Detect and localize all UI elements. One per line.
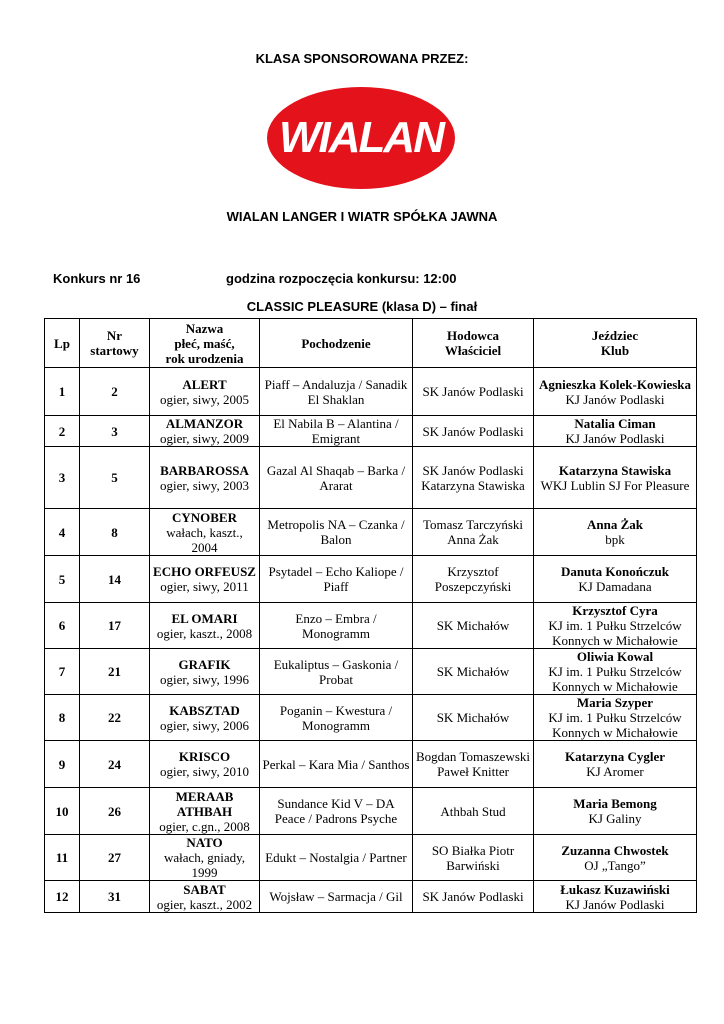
cell-horse bbox=[150, 368, 260, 416]
horse-details: ogier, siwy, 2010 bbox=[160, 764, 249, 779]
rider-name: Natalia Ciman bbox=[574, 416, 656, 431]
cell-breeder: Athbah Stud bbox=[413, 788, 534, 835]
header-lp: Lp bbox=[45, 319, 80, 368]
rider-club: KJ Aromer bbox=[586, 764, 644, 779]
table-row bbox=[45, 603, 697, 649]
horse-details: wałach, gniady, 1999 bbox=[163, 850, 246, 880]
rider-club: KJ Janów Podlaski bbox=[565, 896, 665, 912]
cell-lp: 3 bbox=[45, 447, 80, 509]
cell-lp: 9 bbox=[45, 741, 80, 788]
horse-details: wałach, kaszt., 2004 bbox=[166, 524, 243, 555]
sponsor-heading: KLASA SPONSOROWANA PRZEZ: bbox=[255, 51, 469, 66]
cell-horse bbox=[150, 695, 260, 741]
horse-name: KRISCO bbox=[178, 749, 231, 764]
wialan-logo bbox=[266, 86, 456, 190]
table-header-row bbox=[45, 319, 697, 368]
cell-start-number: 21 bbox=[80, 649, 150, 695]
cell-breeder: SK Janów Podlaski Katarzyna Stawiska bbox=[413, 447, 534, 509]
start-list-table bbox=[44, 318, 697, 913]
cell-lp: 10 bbox=[45, 788, 80, 835]
rider-name: Oliwia Kowal bbox=[576, 649, 654, 664]
rider-club: WKJ Lublin SJ For Pleasure bbox=[540, 477, 690, 493]
table-row bbox=[45, 835, 697, 881]
header-nazwa: Nazwa płeć, maść, rok urodzenia bbox=[150, 319, 260, 368]
rider-name: Zuzanna Chwostek bbox=[561, 842, 669, 858]
cell-lp: 7 bbox=[45, 649, 80, 695]
cell-rider bbox=[534, 741, 697, 788]
rider-club: KJ Janów Podlaski bbox=[565, 391, 665, 407]
class-title: CLASSIC PLEASURE (klasa D) – finał bbox=[246, 299, 478, 314]
horse-name: NATO bbox=[186, 835, 223, 850]
horse-details: ogier, c.gn., 2008 bbox=[159, 818, 250, 834]
horse-name: BARBAROSSA bbox=[160, 462, 249, 478]
svg-text:WIALAN: WIALAN bbox=[279, 113, 443, 162]
cell-lp: 11 bbox=[45, 835, 80, 881]
horse-details: ogier, siwy, 2011 bbox=[160, 579, 249, 594]
cell-rider bbox=[534, 509, 697, 556]
horse-details: ogier, siwy, 2003 bbox=[160, 477, 249, 493]
horse-name: GRAFIK bbox=[178, 656, 231, 672]
cell-pedigree: Gazal Al Shaqab – Barka / Ararat bbox=[260, 447, 413, 509]
cell-horse bbox=[150, 741, 260, 788]
cell-pedigree: Perkal – Kara Mia / Santhos bbox=[260, 741, 413, 788]
table-row bbox=[45, 649, 697, 695]
cell-rider bbox=[534, 368, 697, 416]
cell-horse bbox=[150, 509, 260, 556]
cell-breeder: SK Michałów bbox=[413, 695, 534, 741]
cell-horse bbox=[150, 881, 260, 913]
cell-start-number: 27 bbox=[80, 835, 150, 881]
cell-pedigree: Sundance Kid V – DA Peace / Padrons Psyche bbox=[260, 788, 413, 835]
horse-name: CYNOBER bbox=[171, 509, 237, 525]
header-jezdziec: Jeździec Klub bbox=[534, 319, 697, 368]
rider-club: KJ Galiny bbox=[588, 811, 642, 826]
horse-details: ogier, siwy, 2009 bbox=[160, 431, 249, 446]
cell-breeder: SK Janów Podlaski bbox=[413, 881, 534, 913]
cell-start-number: 5 bbox=[80, 447, 150, 509]
rider-name: Maria Szyper bbox=[576, 695, 654, 710]
cell-rider bbox=[534, 649, 697, 695]
cell-start-number: 3 bbox=[80, 416, 150, 447]
cell-lp: 6 bbox=[45, 603, 80, 649]
table-row bbox=[45, 416, 697, 447]
cell-rider bbox=[534, 788, 697, 835]
cell-breeder: SK Janów Podlaski bbox=[413, 416, 534, 447]
horse-name: EL OMARI bbox=[171, 610, 238, 626]
horse-name: ALERT bbox=[182, 376, 227, 392]
horse-name: KABSZTAD bbox=[169, 702, 240, 718]
cell-lp: 4 bbox=[45, 509, 80, 556]
horse-details: ogier, siwy, 2006 bbox=[160, 717, 249, 733]
cell-rider bbox=[534, 835, 697, 881]
cell-breeder: SO Białka Piotr Barwiński bbox=[413, 835, 534, 881]
cell-rider bbox=[534, 556, 697, 603]
rider-club: bpk bbox=[605, 532, 625, 547]
cell-horse bbox=[150, 835, 260, 881]
cell-horse bbox=[150, 416, 260, 447]
company-name: WIALAN LANGER I WIATR SPÓŁKA JAWNA bbox=[226, 209, 498, 224]
cell-pedigree: Piaff – Andaluzja / Sanadik El Shaklan bbox=[260, 368, 413, 416]
rider-name: Krzysztof Cyra bbox=[572, 603, 658, 618]
cell-pedigree: Edukt – Nostalgia / Partner bbox=[260, 835, 413, 881]
cell-lp: 2 bbox=[45, 416, 80, 447]
cell-breeder: SK Michałów bbox=[413, 649, 534, 695]
horse-details: ogier, kaszt., 2002 bbox=[156, 896, 253, 912]
cell-pedigree: Wojsław – Sarmacja / Gil bbox=[260, 881, 413, 913]
cell-start-number: 22 bbox=[80, 695, 150, 741]
cell-pedigree: Poganin – Kwestura / Monogramm bbox=[260, 695, 413, 741]
rider-club: KJ Janów Podlaski bbox=[565, 431, 665, 446]
cell-pedigree: Metropolis NA – Czanka / Balon bbox=[260, 509, 413, 556]
cell-rider bbox=[534, 416, 697, 447]
cell-horse bbox=[150, 788, 260, 835]
table-row bbox=[45, 741, 697, 788]
cell-rider bbox=[534, 447, 697, 509]
table-row bbox=[45, 509, 697, 556]
header-nr: Nr startowy bbox=[80, 319, 150, 368]
rider-name: Łukasz Kuzawiński bbox=[560, 881, 670, 897]
rider-club: KJ Damadana bbox=[578, 579, 652, 594]
horse-name: SABAT bbox=[183, 881, 226, 897]
table-row bbox=[45, 695, 697, 741]
horse-details: ogier, siwy, 2005 bbox=[160, 391, 249, 407]
horse-details: ogier, siwy, 1996 bbox=[160, 671, 249, 687]
cell-start-number: 2 bbox=[80, 368, 150, 416]
horse-name: ALMANZOR bbox=[165, 416, 244, 431]
cell-horse bbox=[150, 556, 260, 603]
cell-rider bbox=[534, 603, 697, 649]
horse-name: MERAAB ATHBAH bbox=[175, 788, 234, 819]
header-hodowca: Hodowca Właściciel bbox=[413, 319, 534, 368]
cell-pedigree: El Nabila B – Alantina / Emigrant bbox=[260, 416, 413, 447]
cell-start-number: 31 bbox=[80, 881, 150, 913]
rider-name: Danuta Konończuk bbox=[561, 564, 669, 579]
cell-lp: 5 bbox=[45, 556, 80, 603]
rider-club: KJ im. 1 Pułku Strzelców Konnych w Michałowie bbox=[548, 618, 682, 648]
cell-rider bbox=[534, 881, 697, 913]
competition-number: Konkurs nr 16 bbox=[53, 271, 141, 286]
cell-rider bbox=[534, 695, 697, 741]
rider-club: OJ „Tango” bbox=[584, 857, 646, 873]
horse-details: ogier, kaszt., 2008 bbox=[156, 625, 253, 641]
cell-breeder: Tomasz Tarczyński Anna Żak bbox=[413, 509, 534, 556]
cell-lp: 1 bbox=[45, 368, 80, 416]
table-row bbox=[45, 881, 697, 913]
table-row bbox=[45, 368, 697, 416]
cell-breeder: SK Michałów bbox=[413, 603, 534, 649]
cell-breeder: Bogdan Tomaszewski Paweł Knitter bbox=[413, 741, 534, 788]
cell-start-number: 8 bbox=[80, 509, 150, 556]
cell-start-number: 24 bbox=[80, 741, 150, 788]
cell-pedigree: Enzo – Embra / Monogramm bbox=[260, 603, 413, 649]
rider-name: Anna Żak bbox=[587, 517, 643, 532]
start-time: godzina rozpoczęcia konkursu: 12:00 bbox=[226, 271, 457, 286]
cell-start-number: 26 bbox=[80, 788, 150, 835]
table-row bbox=[45, 556, 697, 603]
rider-club: KJ im. 1 Pułku Strzelców Konnych w Michałowie bbox=[548, 664, 682, 694]
rider-name: Katarzyna Stawiska bbox=[558, 462, 672, 478]
cell-pedigree: Eukaliptus – Gaskonia / Probat bbox=[260, 649, 413, 695]
cell-horse bbox=[150, 603, 260, 649]
table-row bbox=[45, 447, 697, 509]
cell-horse bbox=[150, 447, 260, 509]
rider-name: Maria Bemong bbox=[573, 796, 657, 811]
cell-horse bbox=[150, 649, 260, 695]
horse-name: ECHO ORFEUSZ bbox=[153, 564, 256, 579]
rider-name: Katarzyna Cygler bbox=[564, 749, 665, 764]
cell-pedigree: Psytadel – Echo Kaliope / Piaff bbox=[260, 556, 413, 603]
cell-start-number: 14 bbox=[80, 556, 150, 603]
cell-lp: 8 bbox=[45, 695, 80, 741]
cell-lp: 12 bbox=[45, 881, 80, 913]
header-pochodzenie: Pochodzenie bbox=[260, 319, 413, 368]
cell-start-number: 17 bbox=[80, 603, 150, 649]
cell-breeder: Krzysztof Poszepczyński bbox=[413, 556, 534, 603]
cell-breeder: SK Janów Podlaski bbox=[413, 368, 534, 416]
rider-name: Agnieszka Kolek-Kowieska bbox=[538, 376, 692, 392]
rider-club: KJ im. 1 Pułku Strzelców Konnych w Michałowie bbox=[548, 710, 682, 740]
table-row bbox=[45, 788, 697, 835]
